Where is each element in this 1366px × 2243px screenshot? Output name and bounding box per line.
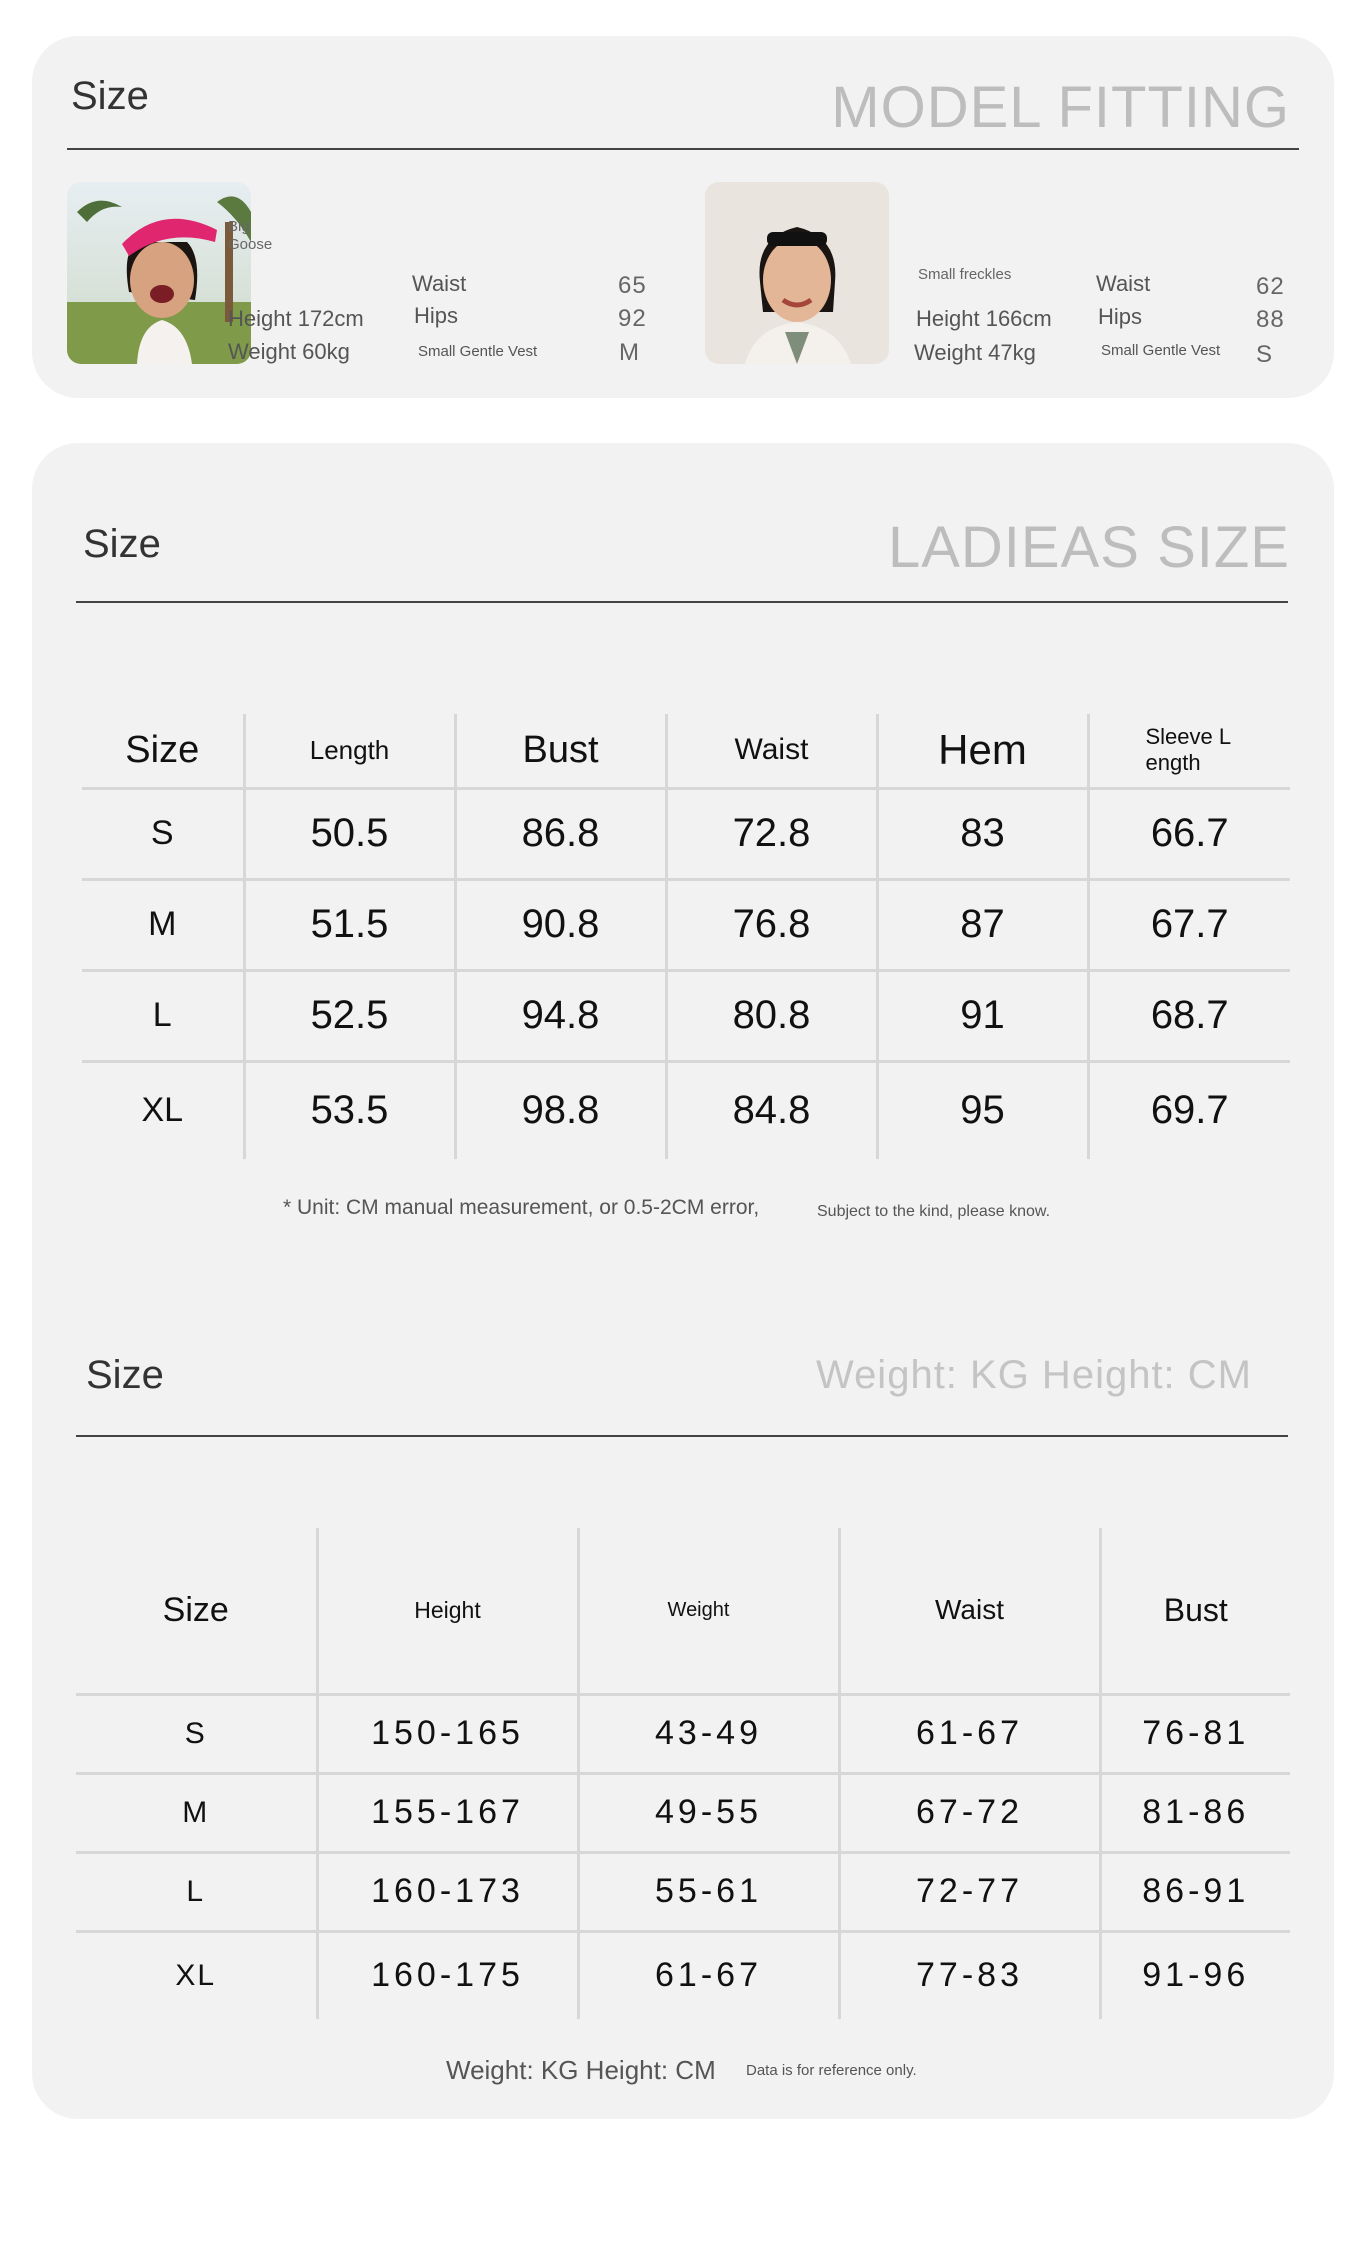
hem-cell: 91 — [877, 970, 1088, 1061]
bust-cell: 90.8 — [455, 879, 666, 970]
table-header-row — [82, 714, 1290, 788]
ladies-size-table — [82, 714, 1290, 1159]
body-size-rule — [76, 1435, 1288, 1437]
model-waist-value: 62 — [1256, 273, 1285, 300]
bust-cell: 94.8 — [455, 970, 666, 1061]
table-row — [82, 970, 1290, 1061]
model-fitting-title: Size — [71, 74, 149, 118]
table-header-row — [76, 1528, 1290, 1694]
model-vest-label: Small Gentle Vest — [1101, 342, 1221, 359]
model-photo-small-freckles — [705, 182, 889, 364]
header-bust: Bust — [455, 714, 666, 788]
length-cell: 50.5 — [244, 788, 455, 879]
table-row — [76, 1931, 1290, 2019]
weight-cell: 43-49 — [578, 1694, 839, 1773]
waist-cell: 61-67 — [839, 1694, 1100, 1773]
model-hips-label: Hips — [1098, 304, 1143, 329]
bust-cell: 86.8 — [455, 788, 666, 879]
length-cell: 51.5 — [244, 879, 455, 970]
height-cell: 160-175 — [317, 1931, 578, 2019]
model-hips-label: Hips — [414, 303, 459, 328]
model-height: Height 166cm — [916, 306, 1052, 331]
table-row — [76, 1773, 1290, 1852]
ladies-size-title: Size — [83, 522, 161, 566]
model-vest-label: Small Gentle Vest — [418, 343, 538, 360]
sleeve-cell: 66.7 — [1088, 788, 1290, 879]
size-cell: L — [82, 970, 244, 1061]
size-cell: M — [82, 879, 244, 970]
height-cell: 160-173 — [317, 1852, 578, 1931]
body-size-title: Size — [86, 1353, 164, 1397]
table-row — [76, 1852, 1290, 1931]
hem-cell: 95 — [877, 1061, 1088, 1159]
size-cell: XL — [82, 1061, 244, 1159]
body-size-heading: Weight: KG Height: CM — [816, 1353, 1252, 1397]
header-waist: Waist — [666, 714, 877, 788]
table-row — [76, 1694, 1290, 1773]
hem-cell: 87 — [877, 879, 1088, 970]
header-size: Size — [162, 1590, 229, 1629]
height-cell: 150-165 — [317, 1694, 578, 1773]
table-row — [82, 1061, 1290, 1159]
body-size-table — [76, 1528, 1290, 2019]
size-cell: L — [76, 1852, 317, 1931]
ladies-size-heading: LADIEAS SIZE — [887, 515, 1290, 580]
model-fitting-rule — [67, 148, 1299, 150]
header-length: Length — [244, 714, 455, 788]
size-cell: XL — [76, 1931, 317, 2019]
model-photo-big-goose — [67, 182, 251, 364]
waist-cell: 77-83 — [839, 1931, 1100, 2019]
size-cell: S — [76, 1694, 317, 1773]
model-weight: Weight 47kg — [914, 340, 1036, 365]
unit-note: * Unit: CM manual measurement, or 0.5-2CM error, — [283, 1196, 760, 1219]
table-row — [82, 788, 1290, 879]
header-sleeve-length: Sleeve L ength — [1088, 714, 1290, 788]
header-height: Height — [317, 1528, 578, 1694]
sleeve-cell: 69.7 — [1088, 1061, 1290, 1159]
waist-cell: 72-77 — [839, 1852, 1100, 1931]
sleeve-cell: 68.7 — [1088, 970, 1290, 1061]
waist-cell: 84.8 — [666, 1061, 877, 1159]
length-cell: 52.5 — [244, 970, 455, 1061]
header-weight: Weight — [578, 1528, 839, 1694]
sleeve-cell: 67.7 — [1088, 879, 1290, 970]
ladies-size-rule — [76, 601, 1288, 603]
weight-cell: 55-61 — [578, 1852, 839, 1931]
bust-cell: 98.8 — [455, 1061, 666, 1159]
size-cell: M — [76, 1773, 317, 1852]
model-fitting-card — [32, 36, 1334, 398]
waist-cell: 72.8 — [666, 788, 877, 879]
model-waist-label: Waist — [412, 271, 467, 296]
height-cell: 155-167 — [317, 1773, 578, 1852]
model-vest-value: M — [619, 339, 640, 366]
bust-cell: 86-91 — [1100, 1852, 1290, 1931]
model-hips-value: 88 — [1256, 306, 1285, 333]
weight-cell: 49-55 — [578, 1773, 839, 1852]
bust-cell: 81-86 — [1100, 1773, 1290, 1852]
model-weight: Weight 60kg — [228, 339, 350, 364]
header-bust: Bust — [1100, 1528, 1290, 1694]
model-height: Height 172cm — [228, 306, 364, 331]
header-size: Size — [125, 728, 200, 771]
model-fitting-heading: MODEL FITTING — [831, 75, 1290, 140]
size-cell: S — [82, 788, 244, 879]
waist-cell: 76.8 — [666, 879, 877, 970]
header-waist: Waist — [839, 1528, 1100, 1694]
header-hem: Hem — [877, 714, 1088, 788]
waist-cell: 80.8 — [666, 970, 877, 1061]
hem-cell: 83 — [877, 788, 1088, 879]
footer-reference-note: Data is for reference only. — [746, 2062, 917, 2079]
model-vest-value: S — [1256, 341, 1274, 368]
model-waist-label: Waist — [1096, 271, 1151, 296]
model-name: Big Goose — [228, 218, 273, 253]
model-hips-value: 92 — [618, 305, 647, 332]
model-waist-value: 65 — [618, 272, 647, 299]
unit-note-small: Subject to the kind, please know. — [817, 1203, 1051, 1220]
length-cell: 53.5 — [244, 1061, 455, 1159]
table-row — [82, 879, 1290, 970]
bust-cell: 76-81 — [1100, 1694, 1290, 1773]
model-name: Small freckles — [918, 266, 1012, 283]
waist-cell: 67-72 — [839, 1773, 1100, 1852]
footer-units: Weight: KG Height: CM — [446, 2055, 716, 2085]
bust-cell: 91-96 — [1100, 1931, 1290, 2019]
weight-cell: 61-67 — [578, 1931, 839, 2019]
